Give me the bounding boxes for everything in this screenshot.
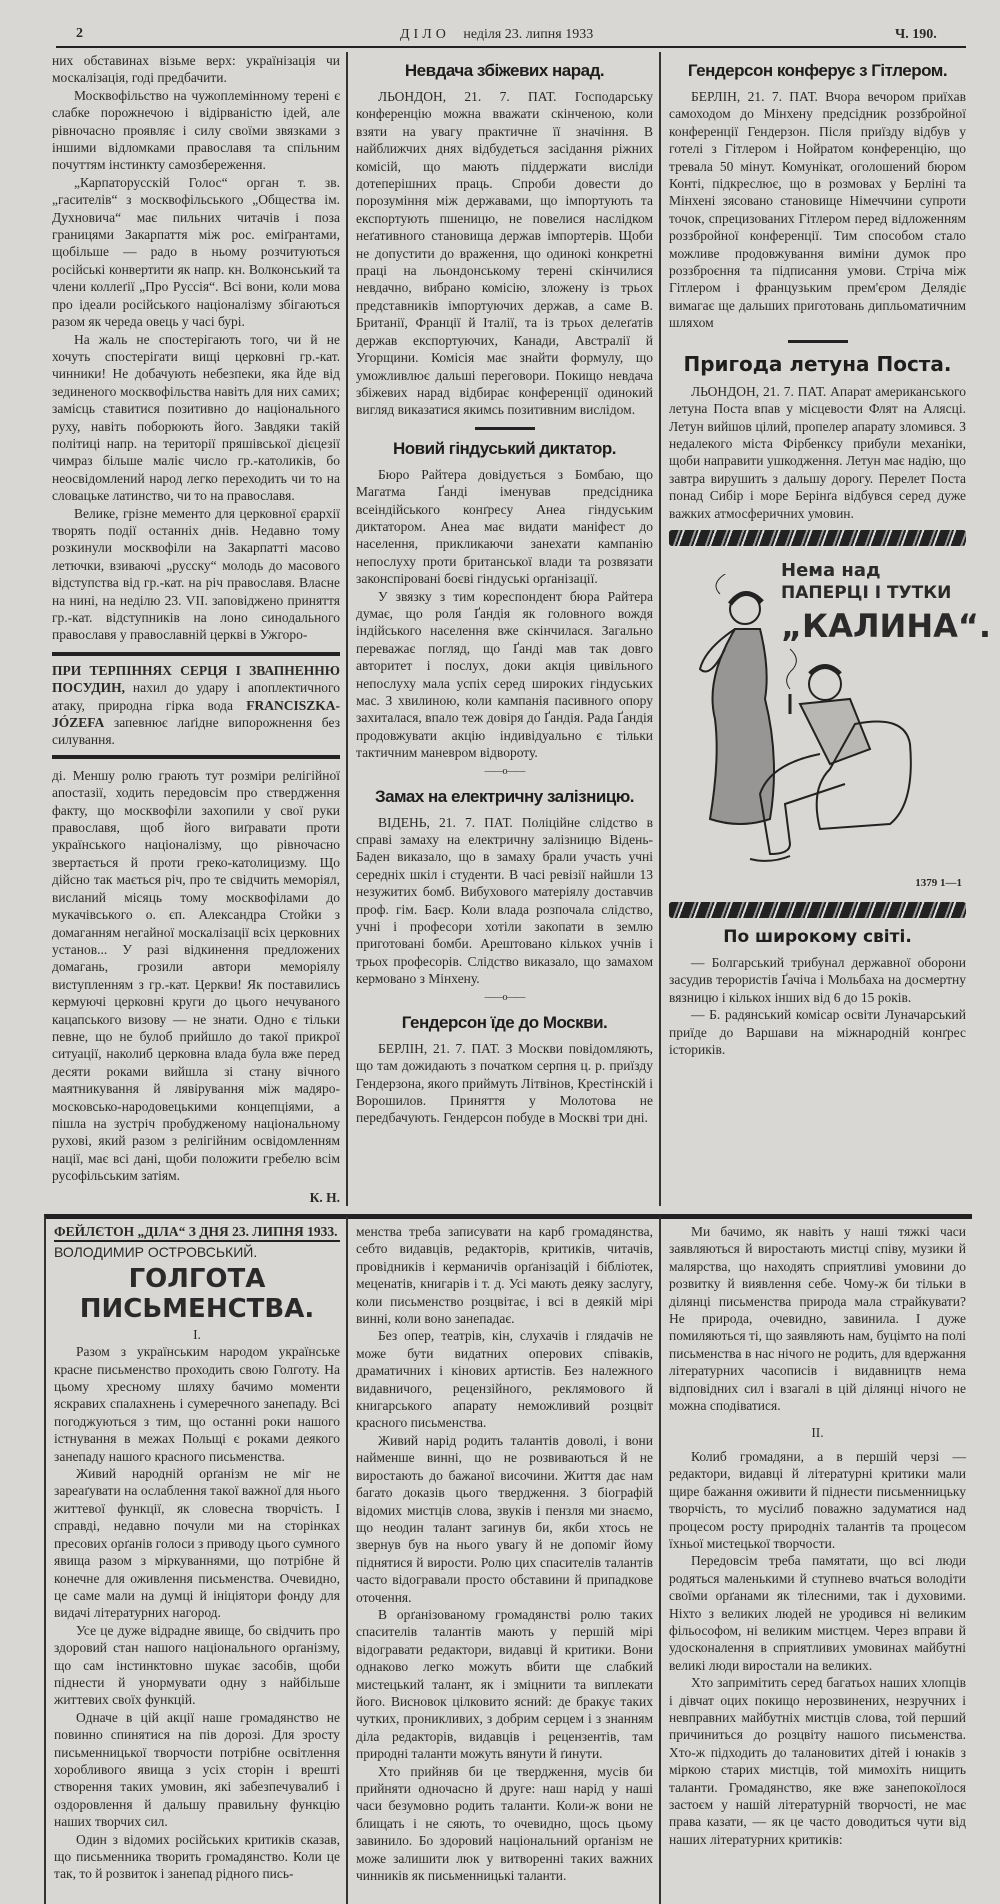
paragraphs bbox=[669, 88, 966, 332]
paragraph: Велике, грізне мементо для церковної єрархії творять події останніх днів. Недавно тому розкинули москвофіли на Закарпатті масово летючки, взиваючі „русску“ молодь до масового відступства від гр.-кат. на річ православя. Власне на нині, на неділю 23. VII. заповіджено приняття гр.-кат. відступників на лоно синодального православя у православній церкві в Ужгоро- bbox=[52, 505, 340, 643]
paragraph: Живий народній орґанізм не міг не зареаґувати на ослаблення такої важної для нього життевої функції, як словесна творчість. І справді, недавно почули ми на сторінках пресових орґанів голоси з приводу цього сумного явища разом з міркуваннями, що потрібне й конечне для оживлення письменства. Очевидно, це саме мали на думці й ініціятори фонду для видачі літературних нагород. bbox=[54, 1466, 340, 1621]
paragraph: Передовсім треба памятати, що всі люди родяться маленькими й ступнево вчаться володіти своїми орґанами як тілесними, так і духовими. Ніхто з великих людей не уродився ні великим фільософом, ні великим мистцем. Через вправи й удосконалення в сприятливих умовинах майбутні великі люди виростали на великих. bbox=[669, 1553, 966, 1673]
paragraph: На жаль не спостерігають того, чи й не хочуть спостерігати вищі церковні гр.-кат. чинники! Не добачують небезпеки, яка йде від зединеного москвофільства навіть для них самих; замісць ставитися позитивно до національного руху, навіть поборюють його. Завдяки такій політиці напр. на території пряшівської дієцезії чимраз більше маліє число гр.-католиків, бо неосвідомлений народ легко переходить чи то на словацьке латинство, чи то на православя. bbox=[52, 331, 340, 504]
paragraph: менства треба записувати на карб громадянства, себто видавців, редакторів, критиків, читачів, провідників і керманичів орґанізацій і бібліотек, меценатів, книгарів і т. д. Усі мають деяку заслугу, коли письменство розцвітає, і всі в деякій мірі винні, коли воно занепадає. bbox=[356, 1224, 653, 1327]
paragraph: БЕРЛІН, 21. 7. ПАТ. З Москви повідомляють, що там дожидають з початком серпня ц. р. приїзду Гендерзона, якого приймуть Літвінов, Крестінскій і Ворошилов. Приняття у Молотова не передбачують. Гендерсон побуде в Москві три дні. bbox=[356, 1040, 653, 1126]
separator bbox=[475, 427, 535, 430]
paragraph: У звязку з тим кореспондент бюра Райтера думає, що роля Ґандія як головного вождя індійського населення вже скінчилася. Загально переважає погляд, що Ґанді мав так довго авторитет і послух, доки акція цивільного непослуху мала успіх серед широких гіндуських мас. З хвилиною, коли кампанія пасивного опору захиталася, впало теж довіря до Ґандія. Рада Ґандія продовжувати акцію індивідуально є тільки тактичним маневром відвороту. bbox=[356, 588, 653, 761]
section-number: II. bbox=[811, 1425, 824, 1441]
running-title bbox=[400, 27, 593, 43]
separator bbox=[788, 340, 848, 343]
feuilleton-title bbox=[54, 1264, 340, 1324]
paragraph: Живий нарід родить талантів доволі, і вони найменше винні, що не розвиваються й не виростають до бажаної височини. Життя дає нам багато доказів цього твердження. З біографій відомих мистців слова, звуків і пензля ми знаємо, що неодин талант загинув би, якби хтось не звернув був на нього увагу й не допоміг йому піднятися й вирости. Ролю цих спасителів талантів часто відогравали просто обставини й припадкове оточення. bbox=[356, 1432, 653, 1605]
signature: К. Н. bbox=[309, 1189, 340, 1205]
paragraph: Разом з українським народом українське красне письменство проходить свою Голготу. На цьому хресному шляху бачимо моменти яскравих спалахнень і сумеречного занепаду. Всі погоджуються з тим, що останні роки нашого істнування в межах Польщі є роками деякого занепаду нашого красного письменства. bbox=[54, 1344, 340, 1464]
ornamental-border-top bbox=[669, 530, 966, 546]
kalyna-ad bbox=[669, 554, 992, 894]
headline-henderson-moscow: Гендерсон їде до Москви. bbox=[401, 1012, 608, 1032]
paragraph: В орґанізованому громадянстві ролю таких спасителів талантів мають у першій мірі відогравати редактори, видавці й критики. Вони однаково легко можуть вбити ще слабкий мистецький талант, як і зміцнити та виплекати його. Висновок цілковито ясний: де бракує таких чутких, проникливих, з добрим серцем і з знанням діла редакторів, видавців і рецензентів, там природні таланти можуть вянути й ґинути. bbox=[356, 1606, 653, 1762]
issue-number: Ч. 190. bbox=[895, 27, 937, 42]
paragraph: них обставинах візьме верх: українізація чи москалізація, годі предбачити. bbox=[52, 53, 340, 86]
paragraph: Хто запримітить серед багатьох наших хлопців і дівчат оцих покищо нерозвинених, незручних і невправних майбутніх мистців слова, той перший причиниться до розцвіту нашого письменства. Хто-ж підходить до талановитих дітей і юнаків з міркою старих мистців, той мимохіть нищить таланти. Громадянство, яке вже занепокоїлося застоєм у нашій літературній творчості, не має права казати, — як це часто доводиться чути від наших літературних критиків: bbox=[669, 1675, 966, 1847]
paragraph: Бюро Райтера довідується з Бомбаю, що Магатма Ґанді іменував предсідника всеіндійського конґресу Анеа гіндуським диктатором. Анеа має видати маніфест до населення, прикликаючи занехати кампанію непослуху проти британської влади та розвязати законспіровані боєві гіндуські орґанізації. bbox=[356, 466, 653, 587]
separator: ——o—— bbox=[484, 765, 525, 777]
paper-name: ДІЛО bbox=[400, 27, 450, 42]
section-number: I. bbox=[193, 1326, 201, 1342]
paragraph: Один з відомих російських критиків сказав, що письменника творить громадянство. Коли це так, то й розвиток і занепад рідного пись- bbox=[54, 1831, 340, 1882]
headline-railway-attack: Замах на електричну залізницю. bbox=[374, 786, 635, 806]
paragraphs bbox=[52, 52, 340, 644]
title-line-2: ПИСЬМЕНСТВА. bbox=[79, 1293, 315, 1324]
ad-line-2: ПАПЕРЦІ І ТУТКИ bbox=[781, 582, 952, 603]
paragraph: ді. Меншу ролю грають тут розміри релігійної апостазії, ходить передовсім про ствердження факту, що москвофіли захопили у свої руки православя, щоб його виґравати проти українського націоналізму, що рівночасно звертається й проти греко-католицизму. Що дійсно так мається річ, про те свідчить меморіял, висланий місяць тому москвофілами до мукачівського о. єп. Александра Стойки з домаганням негайної москалізації всіх церковних установ... У разі відкинення предложених домагань, грозили автори меморіялу виступленням з гр.-кат. Церкви! Як поставились кермуючі церковні круги до цього нечуваного кацапського визову — не знати. Одно є тільки певне, що не булоб прийшло до такої прикрої ситуації, наколиб церковна влада була вже перед десяти роками вийшла зі стану вічного маятникування й лявірування між мадяро-московсько-народовецькими концепціями, а пішла на зустріч пробудженому національному рухові, який разом з релігійним освідомленням нації, має всі дані, щоби положити гребелю всім русофільським затіям. bbox=[52, 767, 340, 1184]
paragraphs bbox=[669, 954, 966, 1058]
paragraph: ВІДЕНЬ, 21. 7. ПАТ. Поліційне слідство в справі замаху на електричну залізницю Відень-Баден виказало, що в замаху брали участь учні середніх шкіл і студенти. В часі ревізії найшли 13 незужитих бомб. Вибухового матеріялу доставчив проф. гім. Баєр. Коли влада розпочала слідство, учні і професори хотіли закопати в землю приготовані бомби. Арештовано кількох учнів і трьох професорів. Слідство виказало, що замахом кермовано з Мінхену. bbox=[356, 814, 653, 987]
paragraph: Колиб громадяни, а в першій черзі — редактори, видавці й літературні критики мали щире бажання оживити й піднести письменницьку творчість, то мусілиб поважно задуматися над процесом росту природніх талантів та процесом їхньої мистецької творчости. bbox=[669, 1448, 966, 1551]
feuilleton-column-1 bbox=[44, 1214, 346, 1904]
paragraphs bbox=[669, 383, 966, 522]
paragraphs bbox=[52, 767, 340, 1185]
paragraphs bbox=[356, 88, 653, 419]
ad-code: 1379 1—1 bbox=[915, 876, 962, 889]
paragraphs bbox=[54, 1343, 340, 1883]
paragraphs bbox=[356, 814, 653, 988]
headline-world-news: По широкому світі. bbox=[723, 926, 912, 947]
issue-date: неділя 23. липня 1933 bbox=[463, 27, 594, 42]
paragraph: ЛЬОНДОН, 21. 7. ПАТ. Господарську конференцію можна вважати скінченою, коли взяти на увагу практичне її значіння. В найближчих днях відбудеться засідання ріжних комісій, що мають піддержати висліди дотеперішних праць. Спроби довести до порозуміння між державами, що імпортують та експортують пшеницю, не повелися наслідком неґативного становища держав імпортерів. Щоби не допустити до враження, що одинокі конкретні праці на льондонському терені скінчилися невдачно, вибрано комісію, зложену із трьох представників імпортуючих держав, а саме В. Британії, Франції й Італії, та із трьох делеґатів держав експортуючих, Канади, Австралії й Угорщини. Комісія має знайти формулу, що уможливлює дальші переговори. Покищо невдача збіжевих нарад відбирає конференції одинокий вигляд виказатися якимсь позитивним вислідом. bbox=[356, 89, 653, 418]
paragraphs bbox=[356, 466, 653, 762]
ad-line-1: Нема над bbox=[781, 559, 881, 581]
mineral-water-ad bbox=[52, 652, 340, 759]
ad-headline: ПРИ ТЕРПІННЯХ СЕРЦЯ І ЗВАПНЕННЮ ПОСУДИН, bbox=[52, 662, 340, 696]
article-moscophilism bbox=[44, 52, 346, 1206]
paragraph: — Болгарський трибунал державної оборони засудив терористів Ґачіча і Мольбаха на досмертну вязницю і кількох інших від 6 до 15 років. bbox=[669, 954, 966, 1005]
paragraph: БЕРЛІН, 21. 7. ПАТ. Вчора вечором приїхав самоходом до Мінхену предсідник роззбройної конференції Гендерзон. Після приїзду відбув у готелі з Гітлером і Нойратом конференцію, що тревала 50 мінут. Комунікат, оголошений бюром Конті, підкреслює, що в розмовах у Берліні та Мінхені зясовано становище Німеччини супроти точок, спрецизованих Гітлером перед відложенням роззбройної конференції. Тим способом стало можливе продовжування виміни думок про роззброєння та підписання умови. Стріча між Гітлером і французьким прем'єром Делядіє вимагає ще дальших приготовань дипльоматичним шляхом bbox=[669, 89, 966, 331]
paragraph: Москвофільство на чужоплемінному терені є слабке порожнечою і відірваністю ідей, але рівночасно проявляє і силу своїми звязками з іншими відломками православя та спільним почуттям інстинкту самозбереження. bbox=[52, 87, 340, 173]
paragraphs bbox=[669, 1223, 966, 1414]
title-line-1: ГОЛГОТА bbox=[128, 1263, 266, 1294]
paragraph: Усе це дуже відрадне явище, бо свідчить про здоровий стан нашого національного орґанізму, що сам інстинктовно шукає засобів, щоби піднести й унормувати одну з найбільше життевих своїх функцій. bbox=[54, 1622, 340, 1708]
paragraphs bbox=[356, 1223, 653, 1884]
paragraph: — Б. радянський комісар освіти Луначарський приїде до Варшави на міжнародній конґрес істориків. bbox=[669, 1007, 966, 1057]
paragraph: Одначе в цій акції наше громадянство не повинно спинятися на пів дорозі. Для зросту письменницької творчости потрібне освітлення хоробливого явища з усіх сторін і врешті створення таких умовин, які забезпечувалиб і оздоровлення й дальшу правильну функцію наших творчих сил. bbox=[54, 1709, 340, 1830]
ad-brand: „КАЛИНА“. bbox=[781, 606, 992, 645]
feuilleton-column-3 bbox=[659, 1214, 972, 1904]
paragraph: „Карпаторусскій Голос“ орган т. зв. „гасителів“ з москвофільського „Общества ім. Духновича“ має пильних читачів і поза границями Закарпаття між рос. еміґрантами, щобільше — радо в ньому розчитуються російські конвертити як напр. кн. Волконський та члени коллеґії „Про Руссія“. Всі вони, коли мова про ідеали російського націоналізму збігаються разом як череда овець у часі бурі. bbox=[52, 174, 340, 330]
headline-henderson-hitler: Гендерсон конферує з Гітлером. bbox=[687, 61, 948, 80]
paragraph: Без опер, театрів, кін, слухачів і глядачів не може бути видатних оперових співаків, драматичних і кінових артистів. Без належного видавничого, рецензійного, реклямового й книгарського апарату неможливий розцвіт красного письменства. bbox=[356, 1328, 653, 1431]
paragraph: Ми бачимо, як навіть у наші тяжкі часи заявляються й виростають мистці співу, музики й малярства, що находять сприятливі умовини до розвитку й виявлення себе. Чому-ж би тільки в ділянці письменства природа мала страйкувати? Не природа, очевидно, завинила. І дуже помиляються ті, що заявляють нам, буцімто на полі письменства в нас нічого не родить, для вдержання літературних часописів і видавництв нема відповідних сил і взагалі в цій ділянці нічого не можна сподіватися. bbox=[669, 1224, 966, 1414]
page-number: 2 bbox=[76, 26, 83, 41]
feuilleton-banner: ФЕЙЛЄТОН „ДІЛА“ З ДНЯ 23. ЛИПНЯ 1933. bbox=[54, 1223, 340, 1242]
paragraph: ЛЬОНДОН, 21. 7. ПАТ. Апарат американського летуна Поста впав у місцевости Флят на Алясці. Летун вийшов цілий, пропелер апарату зломився. З недалекого міста Фірбенксу прибули механіки, щоби направити ушкодження. Летун має надію, що завтра вирушить з дальшу дорогу. Перелет Поста понад Сибір і море Берінґа відбувся серед дуже важких атмосферичних умовин. bbox=[669, 383, 966, 521]
paragraphs bbox=[356, 1040, 653, 1127]
separator: ——o—— bbox=[484, 991, 525, 1003]
ornamental-border-bottom bbox=[669, 902, 966, 918]
feuilleton-author: ВОЛОДИМИР ОСТРОВСЬКИЙ. bbox=[54, 1244, 258, 1261]
news-column-2 bbox=[346, 52, 659, 1206]
ad-text: нахил до удару і апоплектичного атаку, природна гірка вода bbox=[52, 680, 340, 713]
ad-brand: FRANCISZKA-JÓZEFA bbox=[52, 697, 340, 731]
header-rule bbox=[56, 46, 966, 48]
news-column-3 bbox=[659, 52, 992, 1206]
feuilleton-column-2 bbox=[346, 1214, 659, 1904]
paragraph: Хто прийняв би це твердження, мусів би прийняти одночасно й друге: наш нарід у наші часи безумовно родить таланти. Коли-ж вони не блищать і не сяють, то очевидно, щось цьому завинило. Бо здоровий національний орґанізм не може залишити люк у витворенні таких важних чинників як письменницькі таланти. bbox=[356, 1763, 653, 1884]
ad-text-end: запевнює лаґідне випорожнення без силування. bbox=[52, 715, 340, 748]
headline-post-flyer: Пригода летуна Поста. bbox=[683, 351, 952, 376]
page-grid bbox=[44, 52, 992, 1904]
headline-grain-talks: Невдача збіжевих нарад. bbox=[404, 61, 605, 80]
smoking-couple-illustration bbox=[675, 574, 915, 874]
paragraphs bbox=[669, 1448, 966, 1848]
headline-hindu-dictator: Новий гіндуський диктатор. bbox=[393, 438, 616, 458]
